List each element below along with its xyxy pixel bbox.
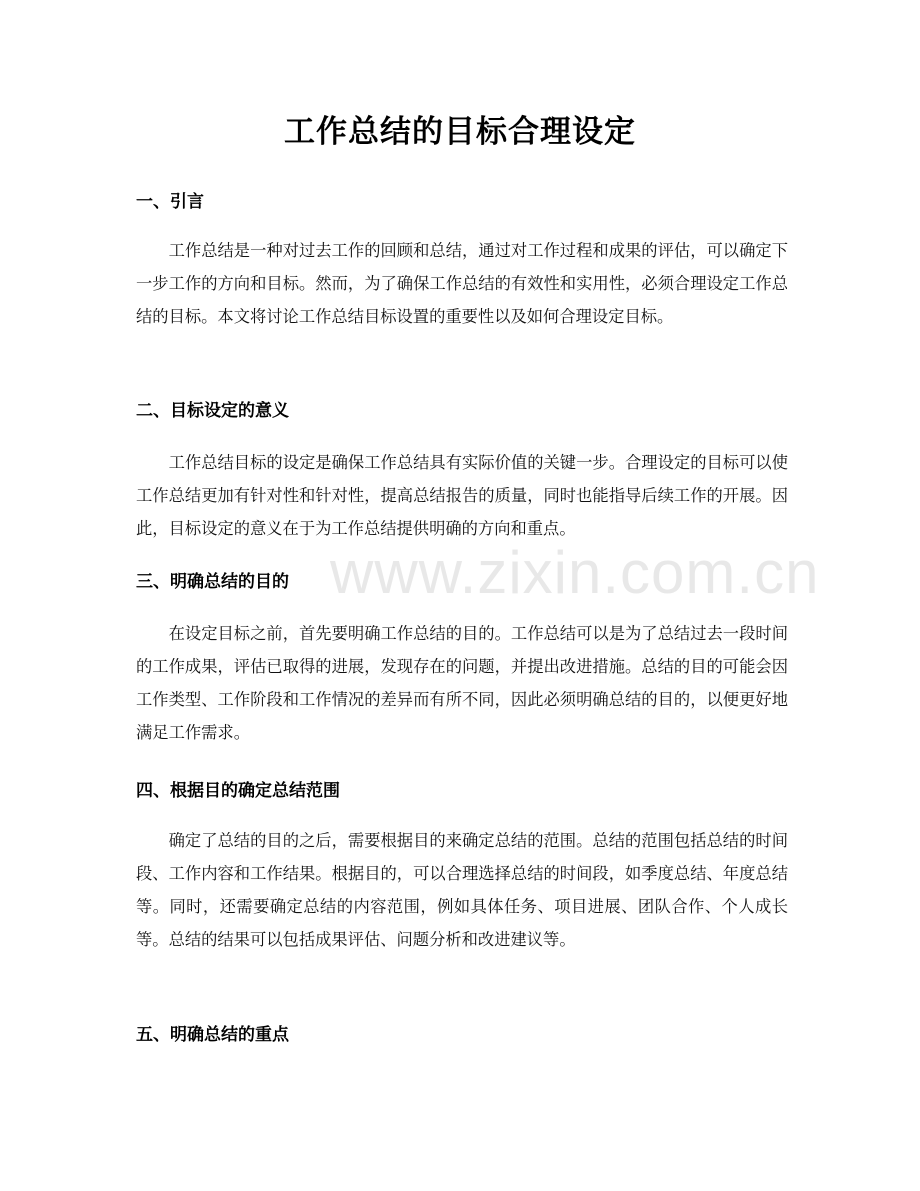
- section-heading-intro: 一、引言: [136, 192, 204, 212]
- section-heading-scope: 四、根据目的确定总结范围: [136, 781, 340, 801]
- section-heading-focus: 五、明确总结的重点: [136, 1025, 289, 1045]
- section-paragraph-significance: 工作总结目标的设定是确保工作总结具有实际价值的关键一步。合理设定的目标可以使工作总结更加有针对性和针对性，提高总结报告的质量，同时也能指导后续工作的开展。因此，目标设定的意义在于为工作总结提供明确的方向和重点。: [136, 453, 788, 538]
- document-title: 工作总结的目标合理设定: [284, 114, 636, 150]
- section-heading-purpose: 三、明确总结的目的: [136, 572, 289, 592]
- section-paragraph-intro: 工作总结是一种对过去工作的回顾和总结，通过对工作过程和成果的评估，可以确定下一步工作的方向和目标。然而，为了确保工作总结的有效性和实用性，必须合理设定工作总结的目标。本文将讨论工作总结目标设置的重要性以及如何合理设定目标。: [136, 241, 788, 326]
- section-heading-significance: 二、目标设定的意义: [136, 401, 289, 421]
- watermark: www.zixin.com.cn: [330, 539, 820, 606]
- section-paragraph-purpose: 在设定目标之前，首先要明确工作总结的目的。工作总结可以是为了总结过去一段时间的工作成果，评估已取得的进展，发现存在的问题，并提出改进措施。总结的目的可能会因工作类型、工作阶段和工作情况的差异而有所不同，因此必须明确总结的目的，以便更好地满足工作需求。: [136, 624, 788, 742]
- section-paragraph-scope: 确定了总结的目的之后，需要根据目的来确定总结的范围。总结的范围包括总结的时间段、工作内容和工作结果。根据目的，可以合理选择总结的时间段，如季度总结、年度总结等。同时，还需要确定总结的内容范围，例如具体任务、项目进展、团队合作、个人成长等。总结的结果可以包括成果评估、问题分析和改进建议等。: [136, 831, 788, 949]
